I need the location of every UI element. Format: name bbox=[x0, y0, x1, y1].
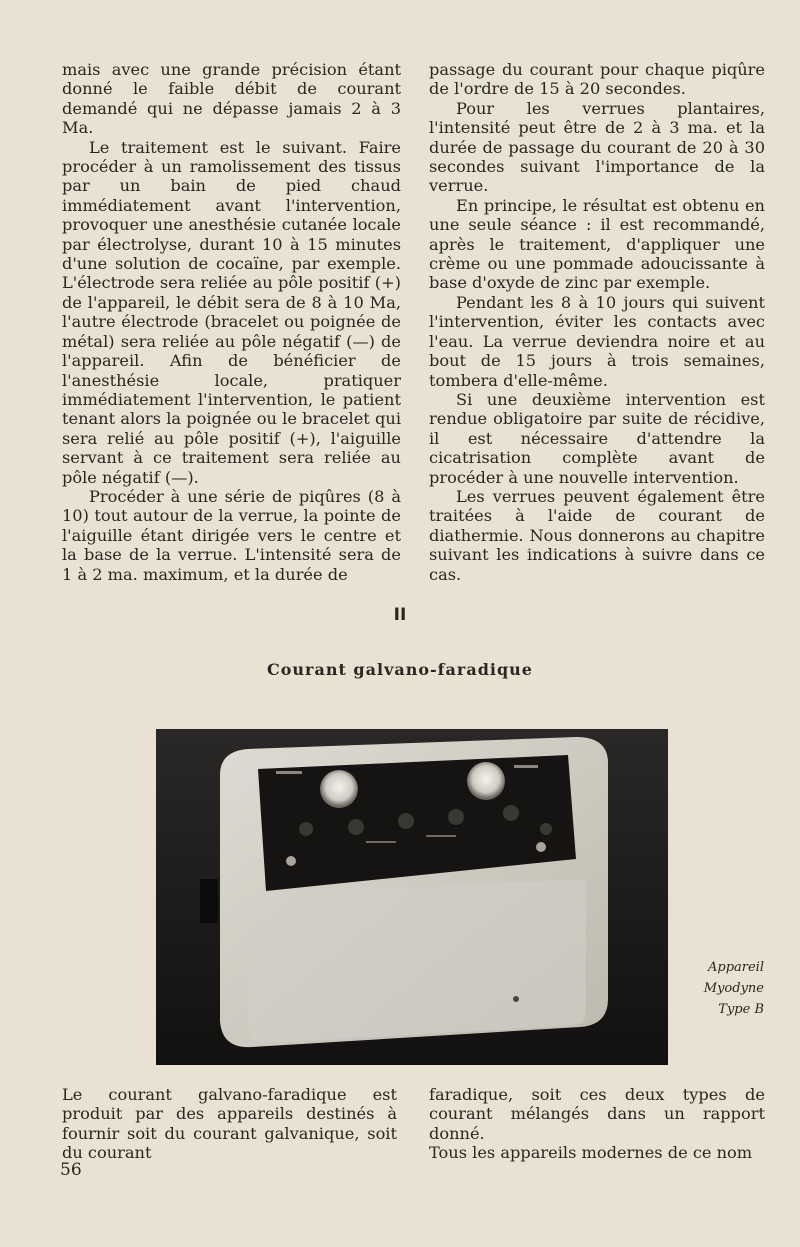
section-title: Courant galvano-faradique bbox=[267, 660, 533, 679]
left-column-top bbox=[62, 60, 401, 584]
paragraph: faradique, soit ces deux types de courant mélangés dans un rapport donné. bbox=[429, 1085, 765, 1143]
caption-line: Myodyne bbox=[703, 981, 764, 996]
paragraph: Tous les appareils modernes de ce nom bbox=[429, 1143, 753, 1163]
paragraph: Pendant les 8 à 10 jours qui suivent l'intervention, éviter les contacts avec l'eau. La verrue deviendra noire et au bout de 15 jours à trois semaines, tombera d'elle-même. bbox=[429, 292, 765, 390]
paragraph: Le courant galvano-faradique est produit par des appareils destinés à fournir soit du courant galvanique, soit du courant bbox=[62, 1085, 397, 1163]
caption-line: Type B bbox=[718, 1002, 764, 1017]
right-column-top bbox=[429, 60, 765, 584]
caption-line: Appareil bbox=[707, 960, 764, 975]
paragraph: En principe, le résultat est obtenu en une seule séance : il est recommandé, après le traitement, d'appliquer une crème ou une pommade adoucissante à base d'oxyde de zinc par exemple. bbox=[429, 195, 765, 293]
paragraph: mais avec une grande précision étant donné le faible débit de courant demandé qui ne dépasse jamais 2 à 3 Ma. bbox=[62, 60, 401, 138]
paragraph: Le traitement est le suivant. Faire procéder à un ramolissement des tissus par un bain de pied chaud immédiatement avant l'intervention, provoquer une anesthésie cutanée locale par électrolyse, durant 10 à 15 minutes d'une solution de cocaïne, par exemple. L'électrode sera reliée au pôle positif (+) de l'appareil, le débit sera de 8 à 10 Ma, l'autre électrode (bracelet ou poignée de métal) sera reliée au pôle négatif (—) de l'appareil. Afin de bénéficier de l'anesthésie locale, pratiquer immédiatement l'intervention, le patient tenant alors la poignée ou le bracelet qui sera relié au pôle positif (+), l'aiguille servant à ce traitement sera reliée au pôle négatif (—). bbox=[62, 137, 401, 487]
myodyne-device-image bbox=[156, 729, 668, 1065]
right-column-bottom bbox=[429, 1085, 765, 1163]
section-number: II bbox=[393, 605, 407, 625]
device-photo bbox=[156, 729, 668, 1065]
left-column-bottom bbox=[62, 1085, 397, 1163]
page-number: 56 bbox=[60, 1160, 82, 1180]
paragraph: Si une deuxième intervention est rendue obligatoire par suite de récidive, il est nécessaire d'attendre la cicatrisation complète avant de procéder à une nouvelle intervention. bbox=[429, 389, 765, 487]
paragraph: Procéder à une série de piqûres (8 à 10) tout autour de la verrue, la pointe de l'aiguille étant dirigée vers le centre et la base de la verrue. L'intensité sera de 1 à 2 ma. maximum, et la durée de bbox=[62, 486, 401, 584]
paragraph: Les verrues peuvent également être traitées à l'aide de courant de diathermie. Nous donnerons au chapitre suivant les indications à suivre dans ce cas. bbox=[429, 486, 765, 584]
paragraph: Pour les verrues plantaires, l'intensité peut être de 2 à 3 ma. et la durée de passage du courant de 20 à 30 secondes suivant l'importance de la verrue. bbox=[429, 98, 765, 196]
paragraph: passage du courant pour chaque piqûre de l'ordre de 15 à 20 secondes. bbox=[429, 60, 765, 99]
photo-caption bbox=[672, 957, 764, 1020]
